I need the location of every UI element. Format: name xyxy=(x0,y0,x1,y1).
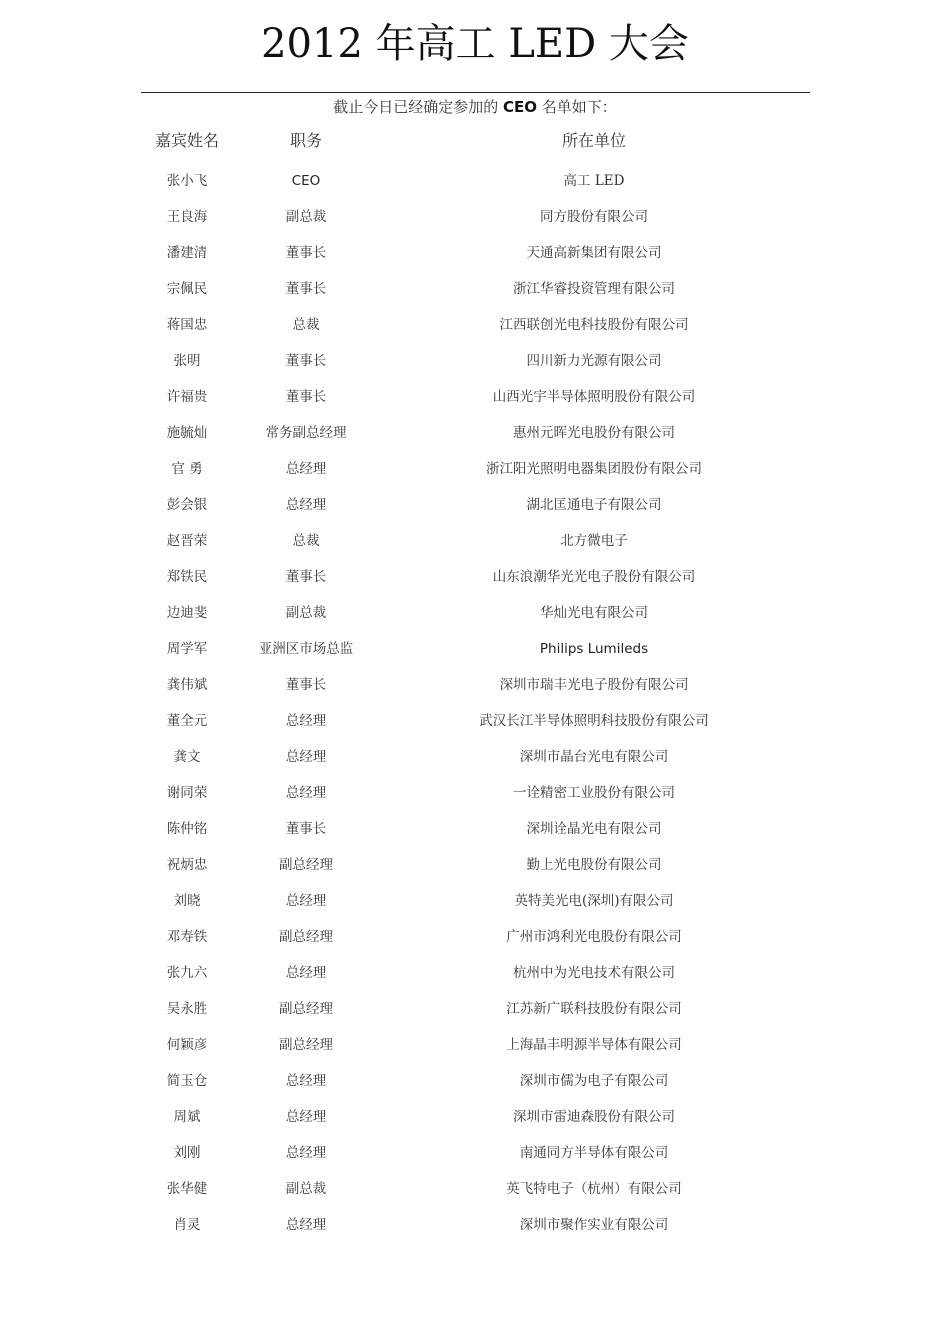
guest-title: 总经理 xyxy=(285,893,327,909)
guest-org: 同方股份有限公司 xyxy=(540,209,648,225)
guest-title: 董事长 xyxy=(285,677,327,693)
guest-org: 深圳诠晶光电有限公司 xyxy=(526,821,662,837)
table-body xyxy=(0,163,950,1243)
table-row xyxy=(0,487,950,523)
guest-name: 彭会银 xyxy=(166,497,208,513)
guest-org: 英飞特电子（杭州）有限公司 xyxy=(506,1181,682,1197)
table-row xyxy=(0,1135,950,1171)
guest-org: 惠州元晖光电股份有限公司 xyxy=(513,425,675,441)
subtitle-suffix: 名单如下： xyxy=(537,98,617,116)
table-row xyxy=(0,991,950,1027)
guest-title: 副总经理 xyxy=(279,857,333,873)
guest-title: 总裁 xyxy=(292,533,320,549)
table-row xyxy=(0,703,950,739)
guest-name: 周学军 xyxy=(166,641,208,657)
guest-title: 总裁 xyxy=(292,317,320,333)
guest-org: 深圳市雷迪森股份有限公司 xyxy=(513,1109,675,1125)
guest-org: 上海晶丰明源半导体有限公司 xyxy=(506,1037,682,1053)
guest-org: 江苏新广联科技股份有限公司 xyxy=(506,1001,682,1017)
guest-title: 董事长 xyxy=(285,389,327,405)
guest-org: 华灿光电有限公司 xyxy=(540,605,648,621)
subtitle-prefix: 截止今日已经确定参加的 xyxy=(333,98,503,116)
table-row xyxy=(0,1207,950,1243)
header-name: 嘉宾姓名 xyxy=(154,131,219,150)
guest-org: 深圳市晶台光电有限公司 xyxy=(519,749,669,765)
guest-name: 祝炳忠 xyxy=(166,857,208,873)
guest-name: 蒋国忠 xyxy=(166,317,208,333)
guest-title: 亚洲区市场总监 xyxy=(258,641,354,657)
guest-title: 总经理 xyxy=(285,1109,327,1125)
table-row xyxy=(0,667,950,703)
table-row xyxy=(0,739,950,775)
guest-name: 许福贵 xyxy=(166,389,208,405)
guest-org: 一诠精密工业股份有限公司 xyxy=(513,785,675,801)
guest-org: 深圳市儒为电子有限公司 xyxy=(519,1073,669,1089)
table-row xyxy=(0,559,950,595)
table-row xyxy=(0,307,950,343)
table-row xyxy=(0,919,950,955)
header-org: 所在单位 xyxy=(561,131,626,150)
guest-name: 张小飞 xyxy=(166,173,208,189)
guest-name: 刘刚 xyxy=(173,1145,201,1161)
table-row xyxy=(0,343,950,379)
guest-org: 广州市鸿利光电股份有限公司 xyxy=(506,929,682,945)
guest-name: 王良海 xyxy=(166,209,208,225)
table-row xyxy=(0,379,950,415)
table-row xyxy=(0,1027,950,1063)
guest-name: 董全元 xyxy=(166,713,208,729)
guest-name: 潘建清 xyxy=(166,245,208,261)
guest-org: 武汉长江半导体照明科技股份有限公司 xyxy=(479,713,709,729)
table-row xyxy=(0,451,950,487)
guest-title: CEO xyxy=(291,173,321,189)
guest-name: 龚伟斌 xyxy=(166,677,208,693)
subtitle-ceo-bold: CEO xyxy=(502,98,537,116)
guest-title: 董事长 xyxy=(285,821,327,837)
header-title: 职务 xyxy=(289,131,322,150)
guest-name: 张华健 xyxy=(166,1181,208,1197)
guest-title: 总经理 xyxy=(285,461,327,477)
guest-name: 施毓灿 xyxy=(166,425,208,441)
table-row xyxy=(0,631,950,667)
table-row xyxy=(0,523,950,559)
guest-org: 湖北匡通电子有限公司 xyxy=(526,497,662,513)
table-row xyxy=(0,595,950,631)
table-row xyxy=(0,199,950,235)
table-row xyxy=(0,271,950,307)
guest-title: 董事长 xyxy=(285,569,327,585)
guest-org: 深圳市聚作实业有限公司 xyxy=(519,1217,669,1233)
guest-title: 总经理 xyxy=(285,497,327,513)
table-row xyxy=(0,811,950,847)
guest-name: 周斌 xyxy=(173,1109,201,1125)
guest-name: 何颖彦 xyxy=(166,1037,208,1053)
guest-title: 总经理 xyxy=(285,749,327,765)
guest-title: 副总经理 xyxy=(279,1037,333,1053)
guest-name: 边迪斐 xyxy=(166,605,208,621)
guest-org: 南通同方半导体有限公司 xyxy=(519,1145,669,1161)
guest-title: 总经理 xyxy=(285,1217,327,1233)
guest-org: 深圳市瑞丰光电子股份有限公司 xyxy=(499,677,689,693)
guest-org: 勤上光电股份有限公司 xyxy=(526,857,662,873)
guest-name: 郑铁民 xyxy=(166,569,208,585)
table-row xyxy=(0,415,950,451)
guest-title: 总经理 xyxy=(285,965,327,981)
guest-name: 刘晓 xyxy=(173,893,201,909)
guest-org: 浙江华睿投资管理有限公司 xyxy=(513,281,675,297)
guest-name: 邓寿铁 xyxy=(166,929,208,945)
guest-name: 龚文 xyxy=(173,749,201,765)
guest-name: 张九六 xyxy=(166,965,208,981)
guest-title: 董事长 xyxy=(285,353,327,369)
guest-name: 赵晋荣 xyxy=(166,533,208,549)
table-row xyxy=(0,163,950,199)
ceo-table xyxy=(0,124,950,1243)
guest-title: 副总裁 xyxy=(285,605,327,621)
guest-name: 谢同荣 xyxy=(166,785,208,801)
guest-org: Philips Lumileds xyxy=(539,641,649,657)
guest-title: 总经理 xyxy=(285,1073,327,1089)
list-subtitle xyxy=(0,96,950,118)
title-divider xyxy=(141,92,810,93)
page-title: 2012 年高工 LED 大会 xyxy=(261,21,689,67)
guest-name: 陈仲铭 xyxy=(166,821,208,837)
table-row xyxy=(0,955,950,991)
table-row xyxy=(0,847,950,883)
guest-org: 江西联创光电科技股份有限公司 xyxy=(499,317,689,333)
guest-name: 肖灵 xyxy=(173,1217,201,1233)
guest-title: 董事长 xyxy=(285,245,327,261)
guest-org: 山东浪潮华光光电子股份有限公司 xyxy=(492,569,696,585)
guest-title: 副总裁 xyxy=(285,1181,327,1197)
guest-org: 高工 LED xyxy=(563,173,625,189)
guest-org: 浙江阳光照明电器集团股份有限公司 xyxy=(486,461,702,477)
guest-name: 宗佩民 xyxy=(166,281,208,297)
guest-org: 杭州中为光电技术有限公司 xyxy=(513,965,675,981)
guest-title: 常务副总经理 xyxy=(265,425,347,441)
guest-name: 吴永胜 xyxy=(166,1001,208,1017)
guest-org: 天通高新集团有限公司 xyxy=(526,245,662,261)
guest-org: 四川新力光源有限公司 xyxy=(526,353,662,369)
table-row xyxy=(0,1063,950,1099)
guest-title: 副总经理 xyxy=(279,1001,333,1017)
guest-title: 董事长 xyxy=(285,281,327,297)
guest-name: 张明 xyxy=(173,353,201,369)
guest-name: 简玉仓 xyxy=(166,1073,208,1089)
table-header-row xyxy=(0,124,950,158)
guest-title: 总经理 xyxy=(285,1145,327,1161)
table-row xyxy=(0,235,950,271)
guest-title: 总经理 xyxy=(285,785,327,801)
guest-name: 官 勇 xyxy=(171,461,203,477)
table-row xyxy=(0,1171,950,1207)
guest-org: 山西光宇半导体照明股份有限公司 xyxy=(492,389,696,405)
guest-title: 副总裁 xyxy=(285,209,327,225)
guest-title: 副总经理 xyxy=(279,929,333,945)
table-row xyxy=(0,1099,950,1135)
guest-title: 总经理 xyxy=(285,713,327,729)
guest-org: 北方微电子 xyxy=(560,533,628,549)
table-row xyxy=(0,775,950,811)
table-row xyxy=(0,883,950,919)
guest-org: 英特美光电(深圳)有限公司 xyxy=(514,893,674,909)
